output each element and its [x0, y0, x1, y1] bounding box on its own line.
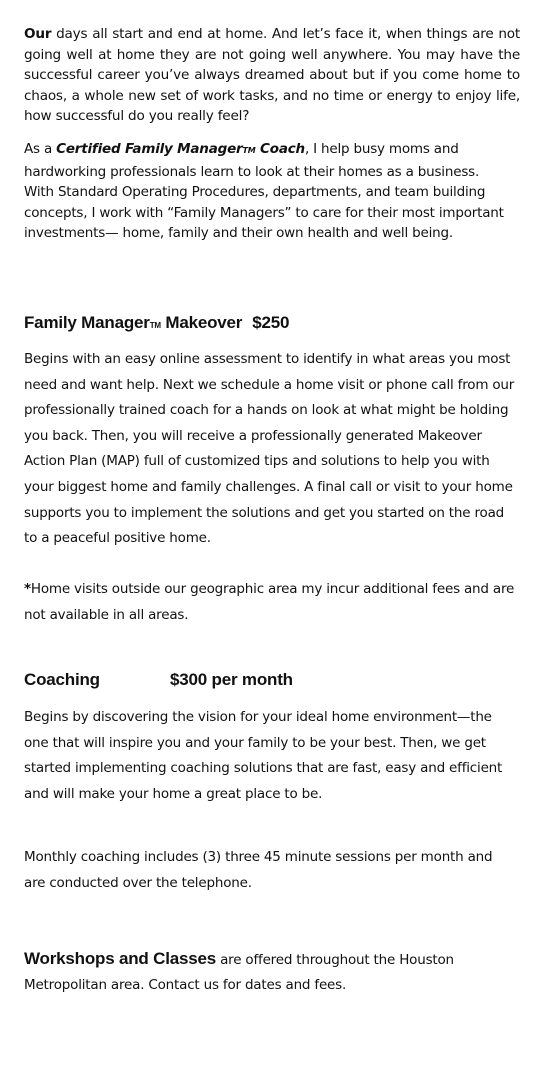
note-text: Home visits outside our geographic area my incur additional fees and are not available in all areas. — [24, 581, 515, 623]
workshops-paragraph — [24, 947, 514, 997]
makeover-description: Begins with an easy online assessment to identify in what areas you most need and want help. Next we schedule a home visit or phone call from our professionally trained coach for a hands on look at what might be holding you back. Then, you will receive a professionally generated Makeover Action Plan (MAP) full of customized tips and solutions to help you with your biggest home and family challenges. A final call or visit to your home supports you to implement the solutions and get you started on the road to a peaceful positive home. — [24, 351, 515, 547]
trademark-mark: TM — [242, 146, 256, 155]
makeover-title: Family Manager — [24, 313, 150, 332]
monthly-coaching-note: Monthly coaching includes (3) three 45 minute sessions per month and are conducted over the telephone. — [24, 849, 493, 891]
certification-paragraph — [24, 139, 512, 244]
note-asterisk: * — [24, 581, 31, 597]
intro-lead-word: Our — [24, 26, 52, 42]
coaching-description: Begins by discovering the vision for your ideal home environment—the one that will inspire you and your family to be your best. Then, we get started implementing coaching solutions that are fast, easy and efficient and will make your home a great place to be. — [24, 709, 503, 802]
workshops-title: Workshops and Classes — [24, 949, 216, 968]
certification-text: , I help busy moms and hardworking professionals learn to look at their homes as a business. With Standard Operating Procedures, departments, and team building concepts, I work with “Family Managers” to care for their most important investments— home, family and their own health and well being. — [24, 141, 504, 241]
makeover-heading — [24, 313, 289, 333]
intro-paragraph — [24, 24, 520, 127]
certification-coach: Coach — [255, 141, 305, 157]
makeover-title-rest: Makeover — [160, 313, 243, 332]
coaching-heading — [24, 670, 344, 690]
certification-prefix: As a — [24, 141, 57, 157]
coaching-title: Coaching — [24, 670, 100, 689]
certification-title: Certified Family Manager — [56, 141, 243, 157]
coaching-price: $300 per month — [170, 670, 293, 689]
intro-paragraph-text: days all start and end at home. And let’s face it, when things are not going well at home they are not going well anywhere. You may have the successful career you’ve always dreamed about but if you come home to chaos, a whole new set of work tasks, and no time or energy to enjoy life, how successful do you really feel? — [24, 26, 520, 124]
home-visit-note — [24, 577, 516, 628]
makeover-price: $250 — [252, 313, 290, 332]
workshops-text: are offered throughout the Houston Metropolitan area. Contact us for dates and fees. — [24, 952, 454, 993]
makeover-trademark: TM — [149, 321, 161, 330]
